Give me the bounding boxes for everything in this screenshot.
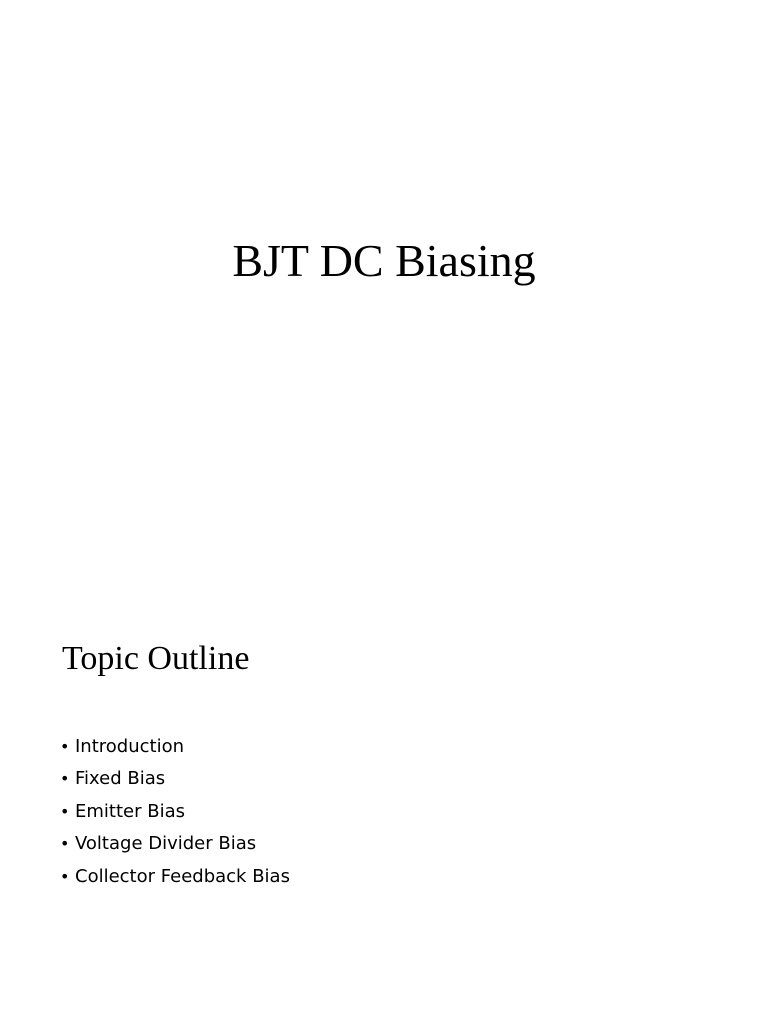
bullet-icon: •: [60, 801, 70, 821]
bullet-icon: •: [60, 834, 70, 854]
list-item-text: Voltage Divider Bias: [75, 833, 257, 855]
bullet-icon: •: [60, 736, 70, 756]
outline-slide: [0, 512, 768, 1024]
list-item-text: Fixed Bias: [75, 768, 166, 790]
list-item-text: Introduction: [75, 735, 185, 757]
list-item: [60, 828, 290, 861]
list-item: [60, 860, 290, 893]
outline-heading: Topic Outline: [62, 640, 250, 677]
slide-title: BJT DC Biasing: [232, 235, 536, 286]
bullet-icon: •: [60, 769, 70, 789]
outline-list: [60, 730, 290, 893]
list-item: [60, 763, 290, 796]
bullet-icon: •: [60, 866, 70, 886]
list-item-text: Emitter Bias: [75, 800, 185, 822]
list-item-text: Collector Feedback Bias: [75, 865, 290, 887]
list-item: [60, 795, 290, 828]
list-item: [60, 730, 290, 763]
